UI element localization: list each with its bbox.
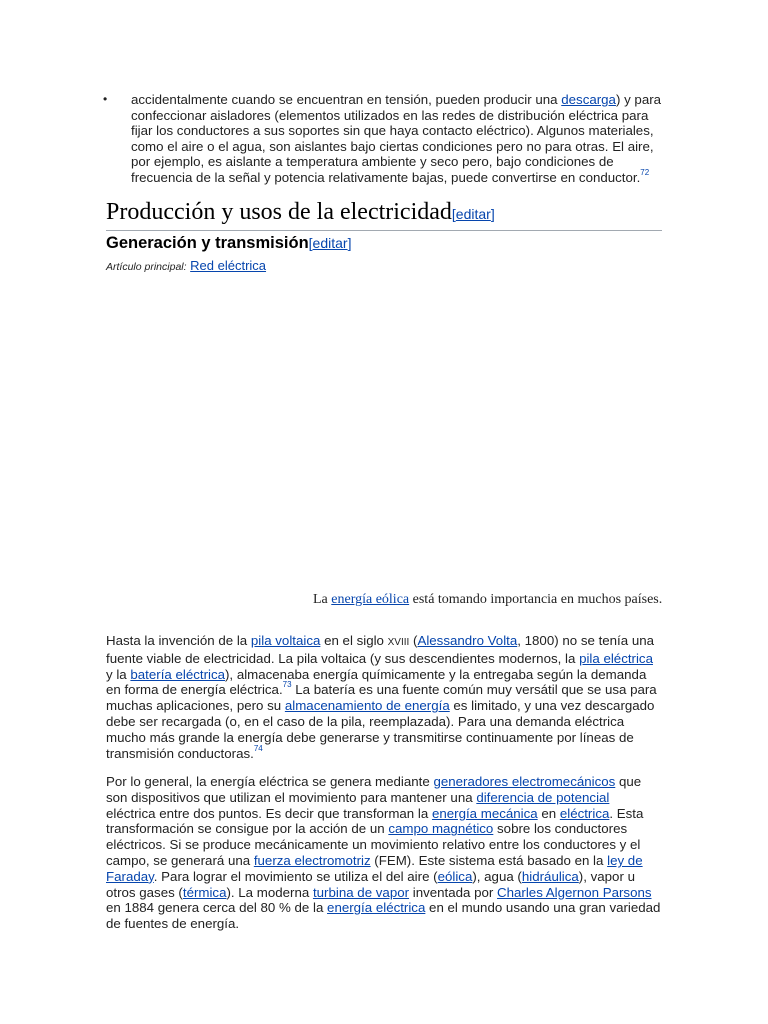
link-almacenamiento-de-energia[interactable]: almacenamiento de energía <box>284 698 450 714</box>
link-diferencia-de-potencial[interactable]: diferencia de potencial <box>476 789 610 805</box>
link-ley-de-faraday[interactable]: ley de Faraday <box>106 852 643 884</box>
bullet-text: accidentalmente cuando se encuentran en tensión, pueden producir una descarga) y para confeccionar aisladores (elementos utilizados en las redes de distribución eléctrica para fijar los conductores a sus soportes sin que haya contacto eléctrico). Algunos materiales, como el aire o el agua, son aislantes bajo ciertas condiciones pero no para otras. El aire, por ejemplo, es aislante a temperatura ambiente y seco pero, bajo condiciones de frecuencia de la señal y potencia relativamente bajas, puede convertirse en conductor.$^{72}$ <box>131 92 662 185</box>
century-text: XVIII <box>387 637 410 648</box>
section-heading: Producción y usos de la electricidad[editar] <box>106 198 662 231</box>
reference-73[interactable]: 73 <box>282 680 292 690</box>
link-charles-parsons[interactable]: Charles Algernon Parsons <box>497 884 652 900</box>
link-red-electrica[interactable]: Red eléctrica <box>190 258 267 273</box>
subsection-heading: Generación y transmisión[editar] <box>106 234 352 252</box>
link-energia-electrica[interactable]: energía eléctrica <box>327 900 426 916</box>
link-termica[interactable]: térmica <box>182 884 227 900</box>
link-pila-voltaica[interactable]: pila voltaica <box>250 633 321 648</box>
link-bateria-electrica[interactable]: batería eléctrica <box>130 666 225 682</box>
link-fuerza-electromotriz[interactable]: fuerza electromotriz <box>253 852 371 868</box>
image-caption: La energía eólica está tomando importancia en muchos países. <box>313 592 663 607</box>
link-generadores-electromecanicos[interactable]: generadores electromecánicos <box>433 774 616 789</box>
link-pila-electrica[interactable]: pila eléctrica <box>579 650 653 666</box>
link-eolica[interactable]: eólica <box>437 868 473 884</box>
link-alessandro-volta[interactable]: Alessandro Volta <box>417 633 518 648</box>
reference-74[interactable]: 74 <box>253 743 263 753</box>
link-energia-eolica[interactable]: energía eólica <box>331 592 410 607</box>
link-descarga[interactable]: descarga <box>561 92 616 107</box>
reference-72[interactable]: 72 <box>640 167 650 177</box>
link-energia-mecanica[interactable]: energía mecánica <box>431 805 538 821</box>
bullet-icon: • <box>103 92 108 106</box>
link-campo-magnetico[interactable]: campo magnético <box>388 821 494 837</box>
main-article-note: Artículo principal: Red eléctrica <box>106 258 267 273</box>
link-electrica[interactable]: eléctrica <box>559 805 610 821</box>
bullet-list-item <box>103 92 666 185</box>
edit-subsection-link[interactable]: [editar] <box>308 235 352 251</box>
paragraph-2: Por lo general, la energía eléctrica se genera mediante generadores electromecánicos que son dispositivos que utilizan el movimiento para mantener una diferencia de potencial eléctrica entre dos puntos. Es decir que transforman la energía mecánica en eléctrica. Esta transformación se consigue por la acción de un campo magnético sobre los conductores eléctricos. Si se produce mecánicamente un movimiento relativo entre los conductores y el campo, se generará una fuerza electromotriz (FEM). Este sistema está basado en la ley de Faraday. Para lograr el movimiento se utiliza el del aire (eólica), agua (hidráulica), vapor u otros gases (térmica). La moderna turbina de vapor inventada por Charles Algernon Parsons en 1884 genera cerca del 80 % de la energía eléctrica en el mundo usando una gran variedad de fuentes de energía. <box>106 774 661 932</box>
link-turbina-de-vapor[interactable]: turbina de vapor <box>312 884 410 900</box>
link-hidraulica[interactable]: hidráulica <box>521 868 579 884</box>
edit-section-link[interactable]: [editar] <box>451 206 495 222</box>
paragraph-1: Hasta la invención de la pila voltaica en el siglo XVIII (Alessandro Volta, 1800) no se tenía una fuente viable de electricidad. La pila voltaica (y sus descendientes modernos, la pila eléctrica y la batería eléctrica), almacenaba energía químicamente y la entregaba según la demanda en forma de energía eléctrica.$^{73}$ La batería es una fuente común muy versátil que se usa para muchas aplicaciones, pero su almacenamiento de energía es limitado, y una vez descargado debe ser recargada (o, en el caso de la pila, reemplazada). Para una demanda eléctrica mucho más grande la energía debe generarse y transmitirse continuamente por líneas de transmisión conductoras.$^{74}$ <box>106 633 657 761</box>
